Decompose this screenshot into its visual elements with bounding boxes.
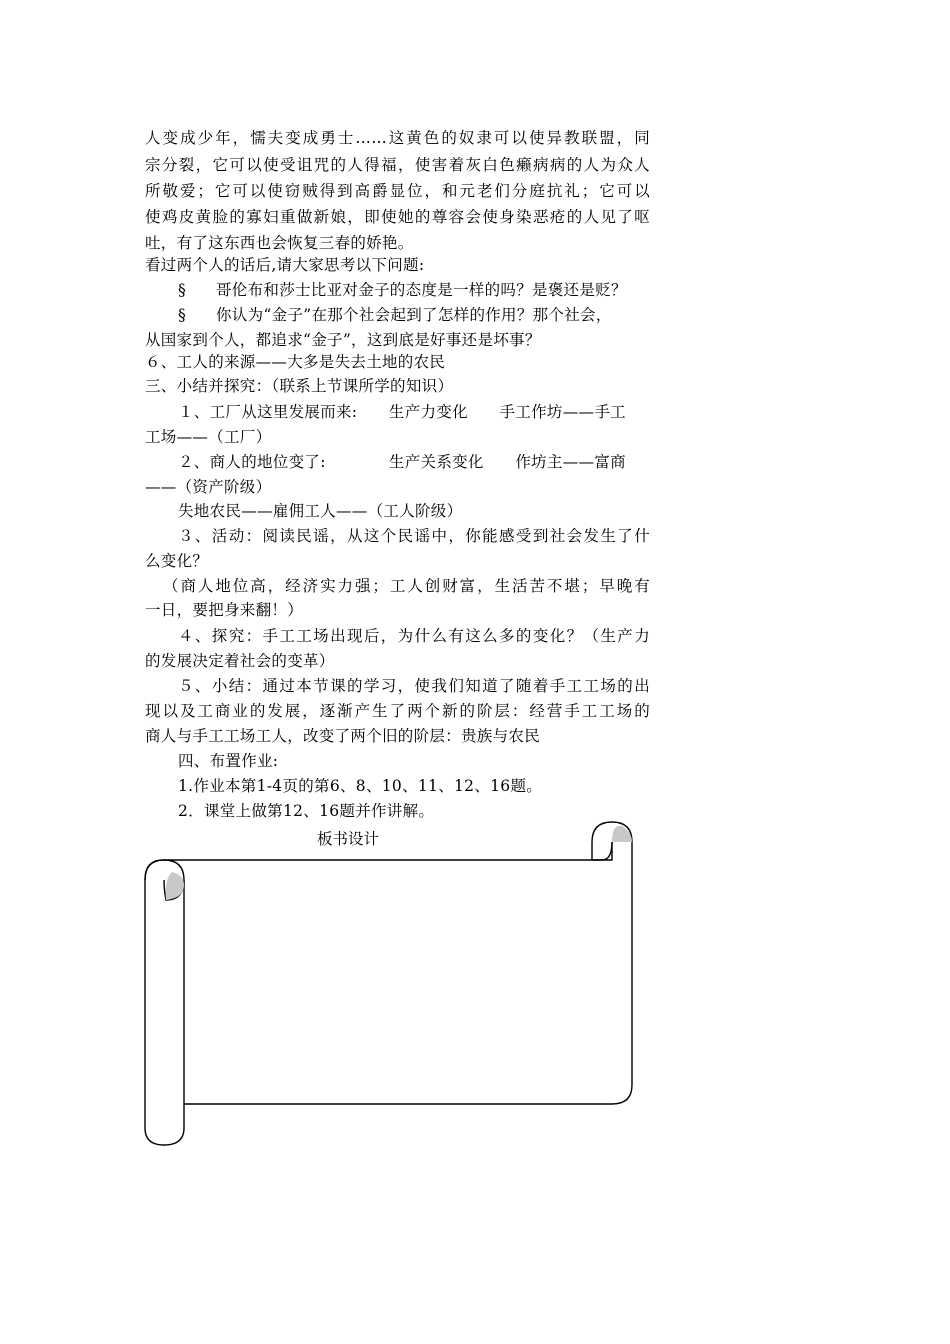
question-1-text: 哥伦布和莎士比亚对金子的态度是一样的吗？是褒还是贬？ [216,281,627,299]
summary-2-line-1: ２、商人的地位变了: 生产关系变化 作坊主——富商 [178,453,626,471]
section-sign-icon: § [178,281,187,299]
quote-line-1: 人变成少年，懦夫变成勇士……这黄色的奴隶可以使异教联盟，同 [145,129,650,147]
point-6: ６、工人的来源——大多是失去土地的农民 [145,353,446,371]
quote-line-4: 使鸡皮黄脸的寡妇重做新娘，即使她的尊容会使身染恶疮的人见了呕 [145,208,650,226]
summary-5-line-2: 现以及工商业的发展，逐渐产生了两个新的阶层：经营手工工场的 [145,702,650,720]
summary-4-line-1: ４、探究：手工工场出现后，为什么有这么多的变化？（生产力 [178,627,650,645]
board-design-title: 板书设计 [317,830,380,848]
quote-line-5: 吐，有了这东西也会恢复三春的娇艳。 [145,234,414,252]
summary-2-line-2: ——（资产阶级） [145,478,272,496]
reflection-prompt: 看过两个人的话后,请大家思考以下问题: [145,256,425,274]
quote-line-2: 宗分裂，它可以使受诅咒的人得福，使害着灰白色癞病病的人为众人 [145,156,650,174]
question-2-text: 你认为“金子”在那个社会起到了怎样的作用？那个社会， [216,306,612,324]
section-4-title: 四、布置作业: [178,752,279,770]
summary-3-line-1: ３、活动：阅读民谣，从这个民谣中，你能感受到社会发生了什 [178,527,650,545]
homework-2: 2．课堂上做第12、16题并作讲解。 [178,802,435,820]
section-sign-icon: § [178,306,187,324]
summary-3-line-3: （商人地位高，经济实力强；工人创财富，生活苦不堪；早晚有 [163,577,650,595]
summary-2-line-3: 失地农民——雇佣工人——（工人阶级） [178,502,463,520]
question-2-continued: 从国家到个人，都追求“金子”，这到底是好事还是坏事？ [145,331,541,349]
quote-line-3: 所敬爱；它可以使窃贼得到高爵显位，和元老们分庭抗礼；它可以 [145,182,650,200]
summary-1-line-2: 工场——（工厂） [145,428,272,446]
summary-5-line-1: ５、小结：通过本节课的学习，使我们知道了随着手工工场的出 [178,677,650,695]
summary-5-line-3: 商人与手工工场工人，改变了两个旧的阶层：贵族与农民 [145,727,541,745]
homework-1: 1.作业本第1-4页的第6、8、10、11、12、16题。 [178,777,543,795]
summary-4-line-2: 的发展决定着社会的变革） [145,652,335,670]
section-3-title: 三、小结并探究：（联系上节课所学的知识） [145,377,454,395]
summary-3-line-2: 么变化？ [145,552,209,570]
summary-1-line-1: １、工厂从这里发展而来: 生产力变化 手工作坊——手工 [178,403,626,421]
summary-3-line-4: 一日，要把身来翻！） [145,601,304,619]
